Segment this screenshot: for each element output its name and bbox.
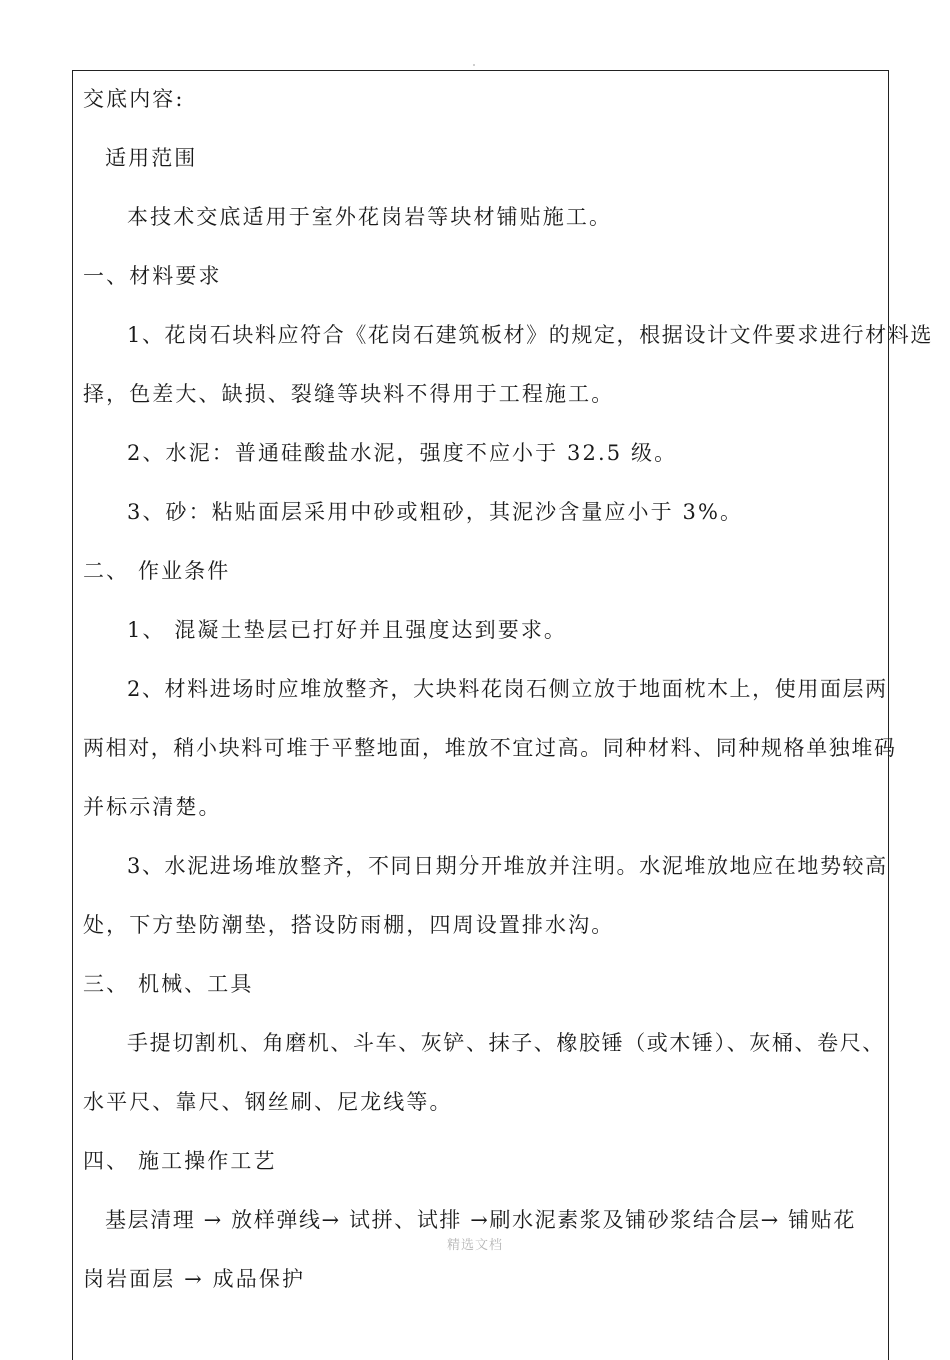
heading-process: 四、 施工操作工艺 (83, 1149, 277, 1173)
conditions-item-2-line-1: 2、材料进场时应堆放整齐，大块料花岗石侧立放于地面枕木上，使用面层两 (127, 677, 888, 701)
conditions-item-3-line-1: 3、水泥进场堆放整齐，不同日期分开堆放并注明。水泥堆放地应在地势较高 (127, 854, 888, 878)
document-body (83, 70, 933, 1309)
watermark: 精选文档 (446, 1238, 503, 1253)
tools-line-2: 水平尺、靠尺、钢丝刷、尼龙线等。 (83, 1090, 453, 1114)
materials-item-3: 3、砂：粘贴面层采用中砂或粗砂，其泥沙含量应小于 3%。 (127, 500, 744, 524)
heading-work-conditions: 二、 作业条件 (83, 559, 231, 583)
materials-item-1-line-1: 1、花岗石块料应符合《花岗石建筑板材》的规定，根据设计文件要求进行材料选 (127, 323, 933, 347)
section-heading-content: 交底内容: (83, 87, 185, 111)
tools-line-1: 手提切割机、角磨机、斗车、灰铲、抹子、橡胶锤（或木锤）、灰桶、卷尺、 (127, 1031, 885, 1055)
conditions-item-2-line-3: 并标示清楚。 (83, 795, 222, 819)
heading-tools: 三、 机械、工具 (83, 972, 254, 996)
process-flow-line-1: 基层清理 → 放样弹线→ 试拼、试排 →刷水泥素浆及铺砂浆结合层→ 铺贴花 (105, 1208, 856, 1232)
conditions-item-2-line-2: 两相对，稍小块料可堆于平整地面，堆放不宜过高。同种材料、同种规格单独堆码 (83, 736, 897, 760)
page-top-mark (473, 64, 475, 66)
scope-paragraph: 本技术交底适用于室外花岗岩等块材铺贴施工。 (127, 205, 613, 229)
conditions-item-3-line-2: 处，下方垫防潮垫，搭设防雨棚，四周设置排水沟。 (83, 913, 615, 937)
conditions-item-1: 1、 混凝土垫层已打好并且强度达到要求。 (127, 618, 568, 642)
scope-heading: 适用范围 (105, 146, 198, 170)
materials-item-2: 2、水泥：普通硅酸盐水泥，强度不应小于 32.5 级。 (127, 441, 678, 465)
process-flow-line-2: 岗岩面层 → 成品保护 (83, 1267, 306, 1291)
materials-item-1-line-2: 择，色差大、缺损、裂缝等块料不得用于工程施工。 (83, 382, 615, 406)
heading-materials: 一、材料要求 (83, 264, 222, 288)
